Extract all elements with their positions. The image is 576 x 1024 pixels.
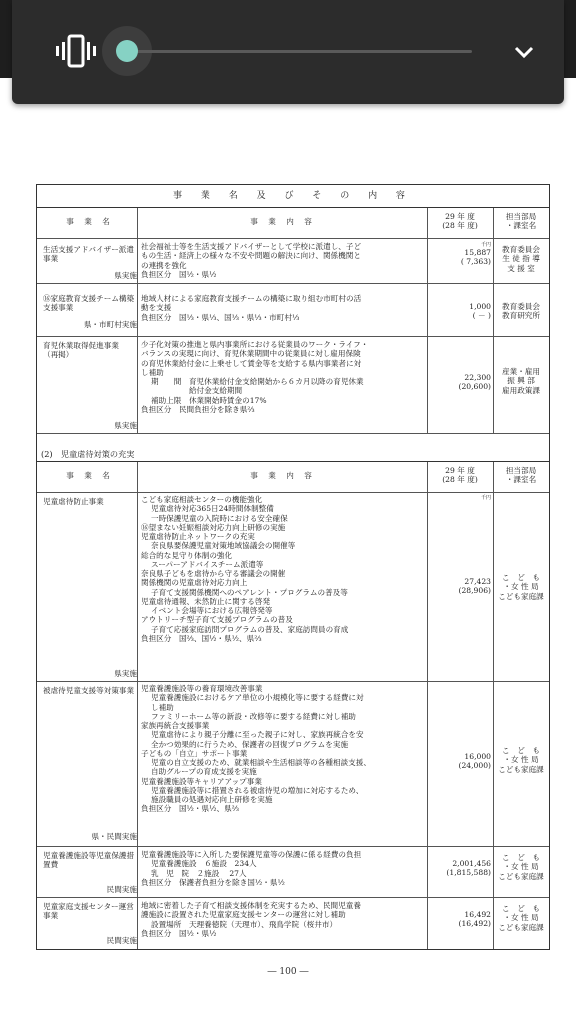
table-row (37, 898, 549, 949)
row-content: 児童養護施設等の養育環境改善事業 児童養護施設におけるケア単位の小規模化等に要する経費に対 し補助 ファミリーホーム等の新設・改修等に要する経費に対し補助 家族再統合支援事業 児童虐待により親子分離に至った親子に対し、家族再統合を安 全かつ効果的に行うため、保護者の回復プログラムを実施 子どもの「自立」サポート事業 児童の自立支援のため、就業相談や生活相談等の各種相談支援、 自助グループの育成支援を実施 児童養護施設等キャリアアップ事業 児童養護施設等に措置される被虐待児の増加に対応するため、 施設職員の処遇対応向上研修を実施 負担区分 国½・県½、県⅔ (141, 684, 371, 814)
row-impl: 県実施 (114, 421, 137, 430)
row-dept: 産業・雇用 振 興 部 雇用政策課 (502, 367, 540, 395)
row-impl: 民間実施 (106, 885, 137, 894)
row-dept: こ ど も ・女 性 局 こども家庭課 (498, 746, 544, 774)
document-table (36, 184, 550, 950)
row-impl: 県実施 (114, 271, 137, 280)
row-budget: 2,001,456 (1,815,588) (446, 859, 491, 878)
row-impl: 県・市町村実施 (83, 320, 137, 329)
header-dept: 担当部局 ・課室名 (505, 212, 537, 231)
row-dept: こ ど も ・女 性 局 こども家庭課 (498, 573, 544, 601)
row-name: 育児休業取得促進事業 （再掲） (43, 341, 135, 360)
page-number: ― 100 ― (267, 967, 309, 977)
header-content: 事 業 内 容 (250, 217, 316, 226)
table-header: 事 業 名 事 業 内 容 29 年 度 (28 年 度) 担当部局 ・課室名 (37, 462, 549, 493)
table-row (37, 337, 549, 434)
table-row (37, 847, 549, 898)
row-content: こども家庭相談センターの機能強化 児童虐待対応365日24時間体制整備 一時保護児童の入院時における安全確保 ⑯望まない妊娠相談対応力向上研修の実施 児童虐待防止ネットワークの充実 奈良県要保護児童対策地域協議会の開催等 総合的な見守り体制の強化 スーパーアドバイスチーム派遣等 奈良県子どもを虐待から守る審議会の開催 関係機関の児童虐待対応力向上 子育て支援関係機関へのペアレント・プログラムの普及等 児童虐待通報、未然防止に関する啓発 イベント会場等における広報啓発等 アウトリーチ型子育て支援プログラムの普及 子育て応援家庭訪問プログラムの普及、家庭訪問員の育成 負担区分 国⅔、国½・県½、県⅔ (141, 495, 349, 643)
table-row (37, 682, 549, 847)
row-impl: 県実施 (114, 669, 137, 678)
row-impl: 民間実施 (106, 936, 137, 945)
row-name: ⑯家庭教育支援チーム構築支援事業 (43, 294, 135, 313)
row-budget: 千円 15,887 ( 7,363) (460, 242, 491, 267)
chevron-down-icon[interactable] (512, 40, 536, 64)
row-impl: 県・民間実施 (91, 832, 137, 841)
row-budget: 16,000 (24,000) (458, 752, 491, 771)
table-row (37, 239, 549, 284)
header-name: 事 業 名 (66, 217, 114, 226)
media-control-panel (12, 0, 564, 104)
header-year: 29 年 度 (28 年 度) (442, 212, 478, 231)
table-header (37, 208, 549, 239)
row-budget: 1,000 ( － ) (469, 302, 491, 321)
volume-slider[interactable] (124, 50, 472, 53)
row-content: 社会福祉士等を生活支援アドバイザーとして学校に派遣し、子ど もの生活・経済上の様々な不安や問題の解決に向け、関係機関と の連携を強化 負担区分 国½・県½ (141, 242, 362, 279)
row-content: 児童養護施設等に入所した要保護児童等の保護に係る経費の負担 児童養護施設 ６施設 234人 乳 児 院 ２施設 27人 負担区分 保護者負担分を除き国½・県½ (141, 850, 362, 887)
row-dept: こ ど も ・女 性 局 こども家庭課 (498, 853, 544, 881)
vibrate-icon[interactable] (56, 34, 96, 68)
row-name: 児童家庭支援センター運営事業 (43, 902, 134, 921)
row-budget: 27,423 (28,906) (458, 577, 491, 596)
slider-thumb[interactable] (116, 40, 138, 62)
row-content: 少子化対策の推進と県内事業所における従業員のワーク・ライフ・ バランスの実現に向け、育児休業期間中の従業員に対し雇用保険 の育児休業給付金に上乗せして賃金等を支給する県内事業者に対 し補助 期 間 育児休業給付金支給開始から６カ月以降の育児休業 給付金支給期間 補助上限 休業開始時賃金の17% 負担区分 民間負担分を除き県⅔ (141, 340, 369, 414)
row-dept: こ ど も ・女 性 局 こども家庭課 (498, 904, 544, 932)
row-content: 地域に密着した子育て相談支援体制を充実するため、民間児童養 護施設に設置された児童家庭支援センターの運営に対し補助 設置場所 天理養徳院（天理市）、飛鳥学院（桜井市） 負担区分 国½・県½ (141, 901, 361, 938)
row-name: 被虐待児童支援等対策事業 (43, 686, 135, 695)
row-name: 児童養護施設等児童保護措置費 (43, 851, 135, 870)
row-content: 地域人材による家庭教育支援チームの構築に取り組む市町村の活 動を支援 負担区分 国⅓・県⅓、国⅓・県⅓・市町村⅓ (141, 294, 362, 322)
row-dept: 教育委員会 教育研究所 (502, 302, 540, 321)
table-row: 児童虐待防止事業 県実施 こども家庭相談センターの機能強化 児童虐待対応365日24時間体制整備 一時保護児童の入院時における安全確保 ⑯望まない妊娠相談対応力向上研修の実施 児童虐待防止ネットワークの充実 奈良県要保護児童対策地域協議会の開催等 総合的な見守り体制の強化 スーパーアドバイスチーム派遣等 奈良県子どもを虐待から守る審議会の開催 関係機関の児童虐待対応力向上 子育て支援関係機関へのペアレント・プログラムの普及等 児童虐待通報、未然防止に関する啓発 イベント会場等における広報啓発等 アウトリーチ型子育て支援プログラムの普及 子育て応援家庭訪問プログラムの普及、家庭訪問員の育成 負担区分 国⅔、国½・県½、県⅔ 千円 27,423 (28,906) こ ど も ・女 性 局 こども家庭課 (37, 493, 549, 682)
row-name: 生活支援アドバイザー派遣事業 (43, 245, 134, 264)
table-title: 事 業 名 及 び そ の 内 容 (37, 185, 549, 208)
row-budget: 22,300 (20,600) (458, 373, 491, 392)
section-heading: (2) 児童虐待対策の充実 (41, 449, 135, 459)
row-dept: 教育委員会 生 徒 指 導 支 援 室 (502, 245, 540, 273)
row-name: 児童虐待防止事業 (43, 497, 104, 506)
row-budget: 16,492 (16,492) (458, 910, 491, 929)
table-row (37, 284, 549, 337)
